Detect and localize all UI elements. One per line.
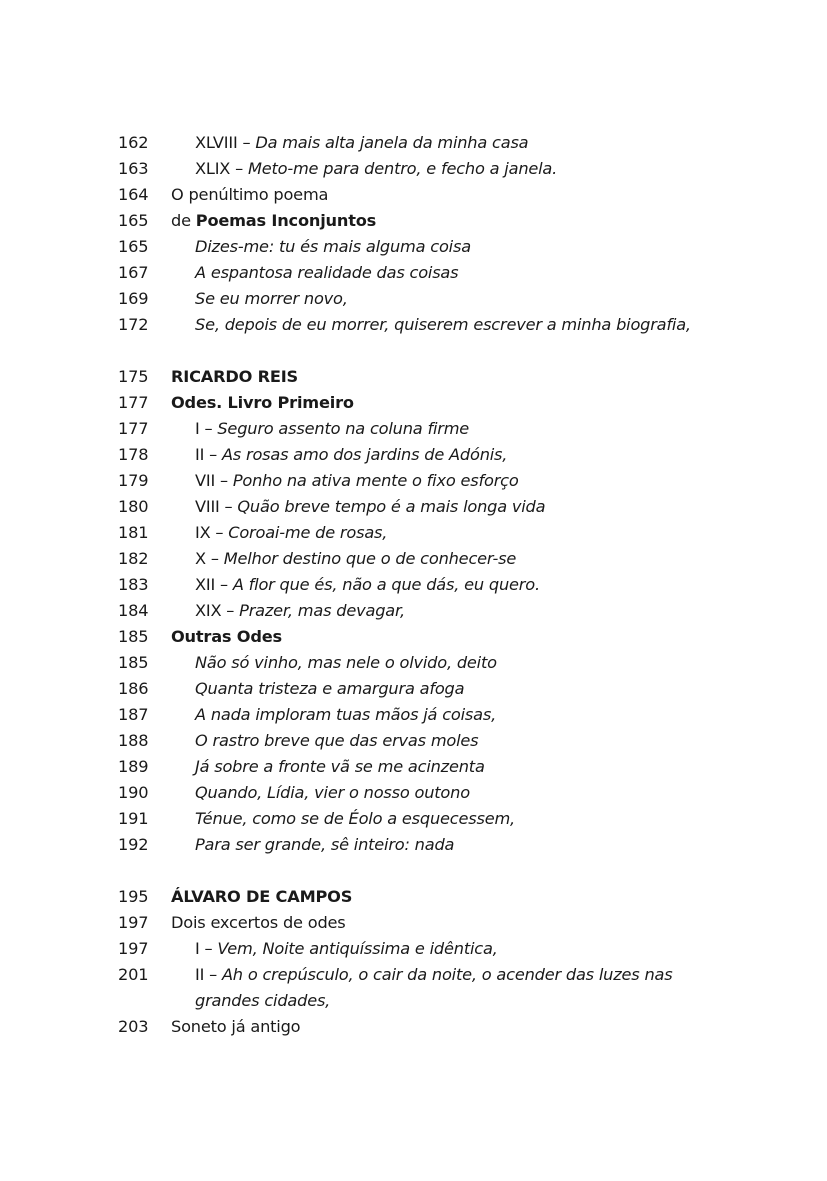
toc-poem-entry (118, 702, 718, 728)
toc-poem-entry (118, 936, 718, 962)
toc-entry (118, 1014, 718, 1040)
entry-text (171, 156, 718, 182)
toc-poem-entry (118, 156, 718, 182)
toc-poem-entry (118, 676, 718, 702)
entry-text (171, 884, 718, 910)
entry-title: Se eu morrer novo, (195, 289, 348, 308)
toc-poem-entry (118, 260, 718, 286)
entry-title: A espantosa realidade das coisas (195, 263, 459, 282)
entry-text (171, 468, 718, 494)
entry-prefix: XLVIII – (195, 133, 256, 152)
page-number: 164 (118, 185, 149, 204)
entry-title: Vem, Noite antiquíssima e idêntica, (217, 939, 498, 958)
page-number: 203 (118, 1017, 149, 1036)
toc-poem-entry (118, 962, 718, 1014)
toc-poem-entry (118, 286, 718, 312)
toc-poem-entry (118, 598, 718, 624)
entry-prefix: de (171, 211, 196, 230)
entry-title: A nada imploram tuas mãos já coisas, (195, 705, 497, 724)
entry-text (171, 676, 718, 702)
entry-text (171, 728, 718, 754)
page-number: 179 (118, 471, 149, 490)
entry-text (171, 650, 718, 676)
entry-text (171, 286, 718, 312)
entry-title: Melhor destino que o de conhecer-se (223, 549, 517, 568)
entry-text (171, 624, 718, 650)
entry-title: Quanta tristeza e amargura afoga (195, 679, 465, 698)
entry-prefix: II – (195, 445, 222, 464)
entry-title: Meto-me para dentro, e fecho a janela. (247, 159, 558, 178)
entry-text (171, 572, 718, 598)
page-number: 169 (118, 289, 149, 308)
entry-text (171, 1014, 718, 1040)
toc-poem-entry (118, 494, 718, 520)
entry-title: Se, depois de eu morrer, quiserem escrever a minha biografia, (195, 315, 691, 334)
toc-poem-entry (118, 832, 718, 858)
page-number: 192 (118, 835, 149, 854)
toc-poem-entry (118, 468, 718, 494)
entry-prefix: XLIX – (195, 159, 248, 178)
page-number: 185 (118, 653, 149, 672)
toc-entry (118, 208, 718, 234)
entry-text (171, 702, 718, 728)
page-number: 163 (118, 159, 149, 178)
entry-title: Dois excertos de odes (171, 913, 346, 932)
toc-poem-entry (118, 234, 718, 260)
entry-text (171, 234, 718, 260)
entry-title: Quando, Lídia, vier o nosso outono (195, 783, 470, 802)
entry-title: Ténue, como se de Éolo a esquecessem, (195, 809, 515, 828)
page-number: 190 (118, 783, 149, 802)
page-number: 187 (118, 705, 149, 724)
entry-title: Soneto já antigo (171, 1017, 301, 1036)
toc-poem-entry (118, 442, 718, 468)
page-number: 175 (118, 367, 149, 386)
entry-title: Poemas Inconjuntos (195, 211, 377, 230)
entry-title: Não só vinho, mas nele o olvido, deito (195, 653, 497, 672)
toc-entry (118, 910, 718, 936)
page-number: 185 (118, 627, 149, 646)
toc-poem-entry (118, 806, 718, 832)
page-number: 186 (118, 679, 149, 698)
entry-text (171, 208, 718, 234)
toc-poem-entry (118, 650, 718, 676)
entry-prefix: VIII – (195, 497, 238, 516)
toc-poem-entry (118, 130, 718, 156)
entry-text (171, 260, 718, 286)
entry-text (171, 780, 718, 806)
entry-title: Odes. Livro Primeiro (171, 393, 354, 412)
entry-title: Ponho na ativa mente o fixo esforço (232, 471, 519, 490)
table-of-contents (118, 130, 718, 1040)
entry-prefix: VII – (195, 471, 233, 490)
toc-section-heading (118, 364, 718, 390)
entry-title: Para ser grande, sê inteiro: nada (195, 835, 455, 854)
page-number: 177 (118, 393, 149, 412)
page-number: 177 (118, 419, 149, 438)
entry-prefix: I – (195, 419, 218, 438)
page-number: 162 (118, 133, 149, 152)
page-number: 197 (118, 939, 149, 958)
entry-title: Quão breve tempo é a mais longa vida (237, 497, 546, 516)
entry-text (171, 806, 718, 832)
entry-prefix: I – (195, 939, 218, 958)
entry-title: Outras Odes (171, 627, 282, 646)
page-number: 191 (118, 809, 149, 828)
page-number: 197 (118, 913, 149, 932)
toc-entry (118, 390, 718, 416)
entry-text (171, 182, 718, 208)
entry-text (171, 936, 718, 962)
toc-poem-entry (118, 546, 718, 572)
entry-text (171, 910, 718, 936)
entry-prefix: II – (195, 965, 222, 984)
toc-poem-entry (118, 416, 718, 442)
page-number: 167 (118, 263, 149, 282)
page-number: 188 (118, 731, 149, 750)
toc-entry (118, 182, 718, 208)
entry-title: Ah o crepúsculo, o cair da noite, o acender das luzes nas grandes cidades, (195, 965, 673, 1010)
page-number: 172 (118, 315, 149, 334)
entry-prefix: XII – (195, 575, 233, 594)
page-number: 183 (118, 575, 149, 594)
entry-title: RICARDO REIS (171, 367, 298, 386)
entry-title: O penúltimo poema (171, 185, 329, 204)
entry-title: Já sobre a fronte vã se me acinzenta (195, 757, 485, 776)
page-number: 165 (118, 211, 149, 230)
page-number: 195 (118, 887, 149, 906)
toc-poem-entry (118, 572, 718, 598)
entry-text (171, 416, 718, 442)
entry-text (171, 364, 718, 390)
entry-text (171, 494, 718, 520)
entry-text (171, 130, 718, 156)
entry-text (171, 832, 718, 858)
entry-text (171, 312, 718, 338)
toc-poem-entry (118, 312, 718, 338)
entry-text (171, 546, 718, 572)
entry-text (171, 442, 718, 468)
page-number: 189 (118, 757, 149, 776)
entry-title: Da mais alta janela da minha casa (255, 133, 529, 152)
entry-prefix: IX – (195, 523, 229, 542)
toc-section-heading (118, 884, 718, 910)
page-number: 178 (118, 445, 149, 464)
entry-text (171, 520, 718, 546)
toc-poem-entry (118, 728, 718, 754)
entry-title: A flor que és, não a que dás, eu quero. (232, 575, 540, 594)
entry-title: Prazer, mas devagar, (239, 601, 405, 620)
entry-title: Seguro assento na coluna firme (217, 419, 470, 438)
entry-title: Coroai-me de rosas, (228, 523, 388, 542)
toc-poem-entry (118, 754, 718, 780)
entry-title: As rosas amo dos jardins de Adónis, (221, 445, 508, 464)
entry-title: O rastro breve que das ervas moles (195, 731, 479, 750)
entry-title: Dizes-me: tu és mais alguma coisa (195, 237, 471, 256)
toc-poem-entry (118, 780, 718, 806)
page-number: 180 (118, 497, 149, 516)
page-number: 184 (118, 601, 149, 620)
entry-prefix: X – (195, 549, 224, 568)
page-number: 181 (118, 523, 149, 542)
entry-prefix: XIX – (195, 601, 240, 620)
toc-poem-entry (118, 520, 718, 546)
entry-text (171, 598, 718, 624)
entry-title: ÁLVARO DE CAMPOS (171, 887, 353, 906)
entry-text (171, 754, 718, 780)
entry-text (171, 390, 718, 416)
entry-text (171, 962, 700, 1014)
page-number: 165 (118, 237, 149, 256)
page-number: 201 (118, 965, 149, 984)
toc-entry (118, 624, 718, 650)
page-number: 182 (118, 549, 149, 568)
